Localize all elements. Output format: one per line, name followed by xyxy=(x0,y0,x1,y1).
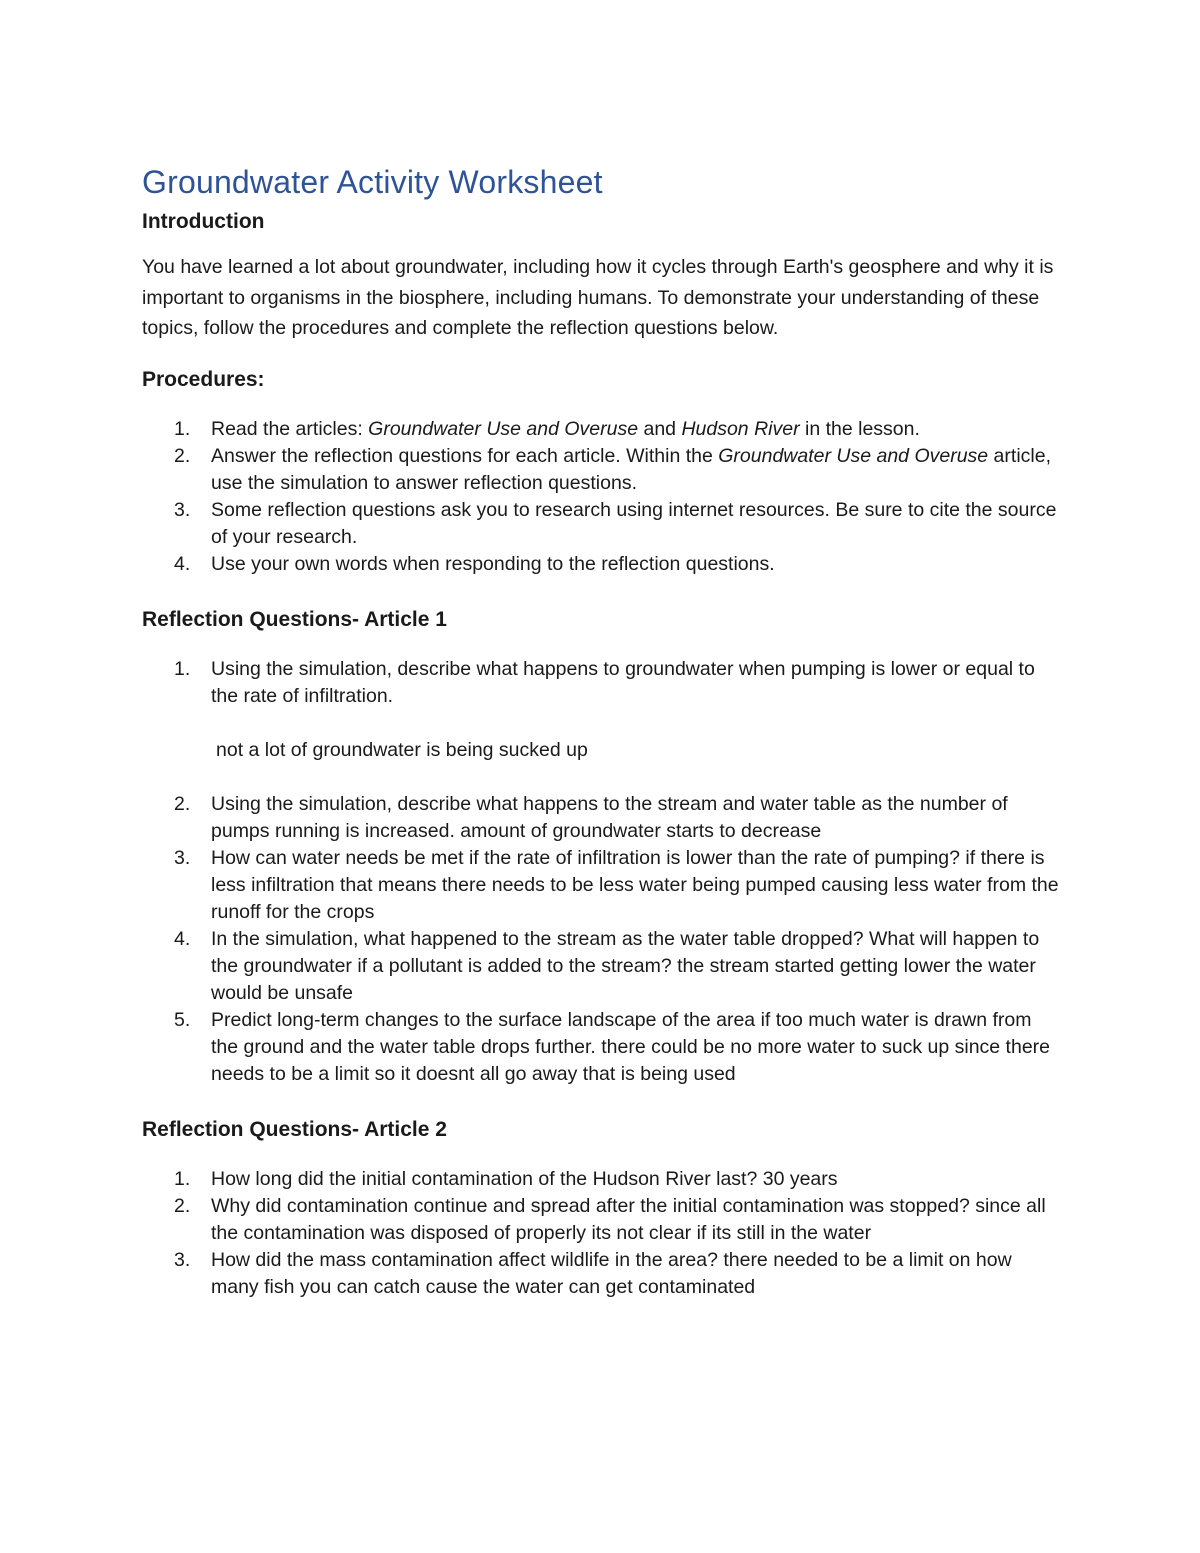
question-item xyxy=(141,656,1062,710)
article-title: Groundwater Use and Overuse xyxy=(368,417,639,440)
question-item xyxy=(141,1166,1062,1193)
procedure-number: 3. xyxy=(174,498,191,521)
question-text: Using the simulation, describe what happens to groundwater when pumping is lower or equal to the rate of infiltration. xyxy=(211,657,1035,707)
question-number: 4. xyxy=(174,927,191,950)
procedure-text: Some reflection questions ask you to research using internet resources. Be sure to cite the source of your research. xyxy=(211,498,1057,548)
procedure-item xyxy=(141,497,1062,551)
question-item xyxy=(141,845,1062,926)
article1-question-list xyxy=(142,656,1062,710)
introduction-heading: Introduction xyxy=(142,210,265,233)
procedures-heading: Procedures: xyxy=(142,367,265,391)
procedure-number: 4. xyxy=(174,552,191,575)
procedures-list xyxy=(142,416,1062,578)
answer-text: not a lot of groundwater is being sucked up xyxy=(216,738,588,761)
question-item xyxy=(141,1193,1062,1247)
procedure-item: 2. Answer the reflection questions for each article. Within the Groundwater Use and Overuse article, use the simulation to answer reflection questions. xyxy=(174,444,1051,494)
article-title: Hudson River xyxy=(681,417,800,440)
question-text: Using the simulation, describe what happens to the stream and water table as the number of pumps running is increased. amount of groundwater starts to decrease xyxy=(211,792,1008,842)
question-number: 2. xyxy=(174,1194,191,1217)
article1-heading: Reflection Questions- Article 1 xyxy=(142,607,447,631)
document-page xyxy=(142,162,1062,1301)
document-title: Groundwater Activity Worksheet xyxy=(142,164,603,200)
introduction-paragraph: You have learned a lot about groundwater, including how it cycles through Earth's geosphere and why it is important to organisms in the biosphere, including humans. To demonstrate your understanding of these topics, follow the procedures and complete the reflection questions below. xyxy=(142,256,1054,339)
procedure-text: Use your own words when responding to the reflection questions. xyxy=(211,552,775,575)
question-number: 1. xyxy=(174,657,191,680)
question-number: 1. xyxy=(174,1167,191,1190)
article-title: Groundwater Use and Overuse xyxy=(718,444,989,467)
question-number: 2. xyxy=(174,792,191,815)
question-item xyxy=(141,1007,1062,1088)
procedure-item: 1. Read the articles: Groundwater Use and Overuse and Hudson River in the lesson. xyxy=(141,416,1062,443)
question-text: Why did contamination continue and spread after the initial contamination was stopped? since all the contamination was disposed of properly its not clear if its still in the water xyxy=(211,1194,1046,1244)
article1-question-list-continued xyxy=(142,791,1062,1088)
question-item xyxy=(141,926,1062,1007)
question-number: 3. xyxy=(174,846,191,869)
question-text: How long did the initial contamination of the Hudson River last? 30 years xyxy=(211,1167,838,1190)
question-number: 3. xyxy=(174,1248,191,1271)
question-text: In the simulation, what happened to the stream as the water table dropped? What will happen to the groundwater if a pollutant is added to the stream? the stream started getting lower the water would be unsafe xyxy=(211,927,1040,1004)
article2-heading: Reflection Questions- Article 2 xyxy=(142,1117,447,1141)
article2-question-list xyxy=(142,1166,1062,1301)
procedure-number: 1. xyxy=(174,417,191,440)
question-text: Predict long-term changes to the surface landscape of the area if too much water is drawn from the ground and the water table drops further. there could be no more water to suck up since there needs to be a limit so it doesnt all go away that is being used xyxy=(211,1008,1051,1085)
question-item xyxy=(141,791,1062,845)
question-number: 5. xyxy=(174,1008,191,1031)
question-text: How did the mass contamination affect wildlife in the area? there needed to be a limit on how many fish you can catch cause the water can get contaminated xyxy=(211,1248,1012,1298)
question-text: How can water needs be met if the rate of infiltration is lower than the rate of pumping? if there is less infiltration that means there needs to be less water being pumped causing less water from the runoff for the crops xyxy=(211,846,1059,923)
question-item xyxy=(141,1247,1062,1301)
procedure-number: 2. xyxy=(174,444,191,467)
procedure-item xyxy=(141,551,1062,578)
